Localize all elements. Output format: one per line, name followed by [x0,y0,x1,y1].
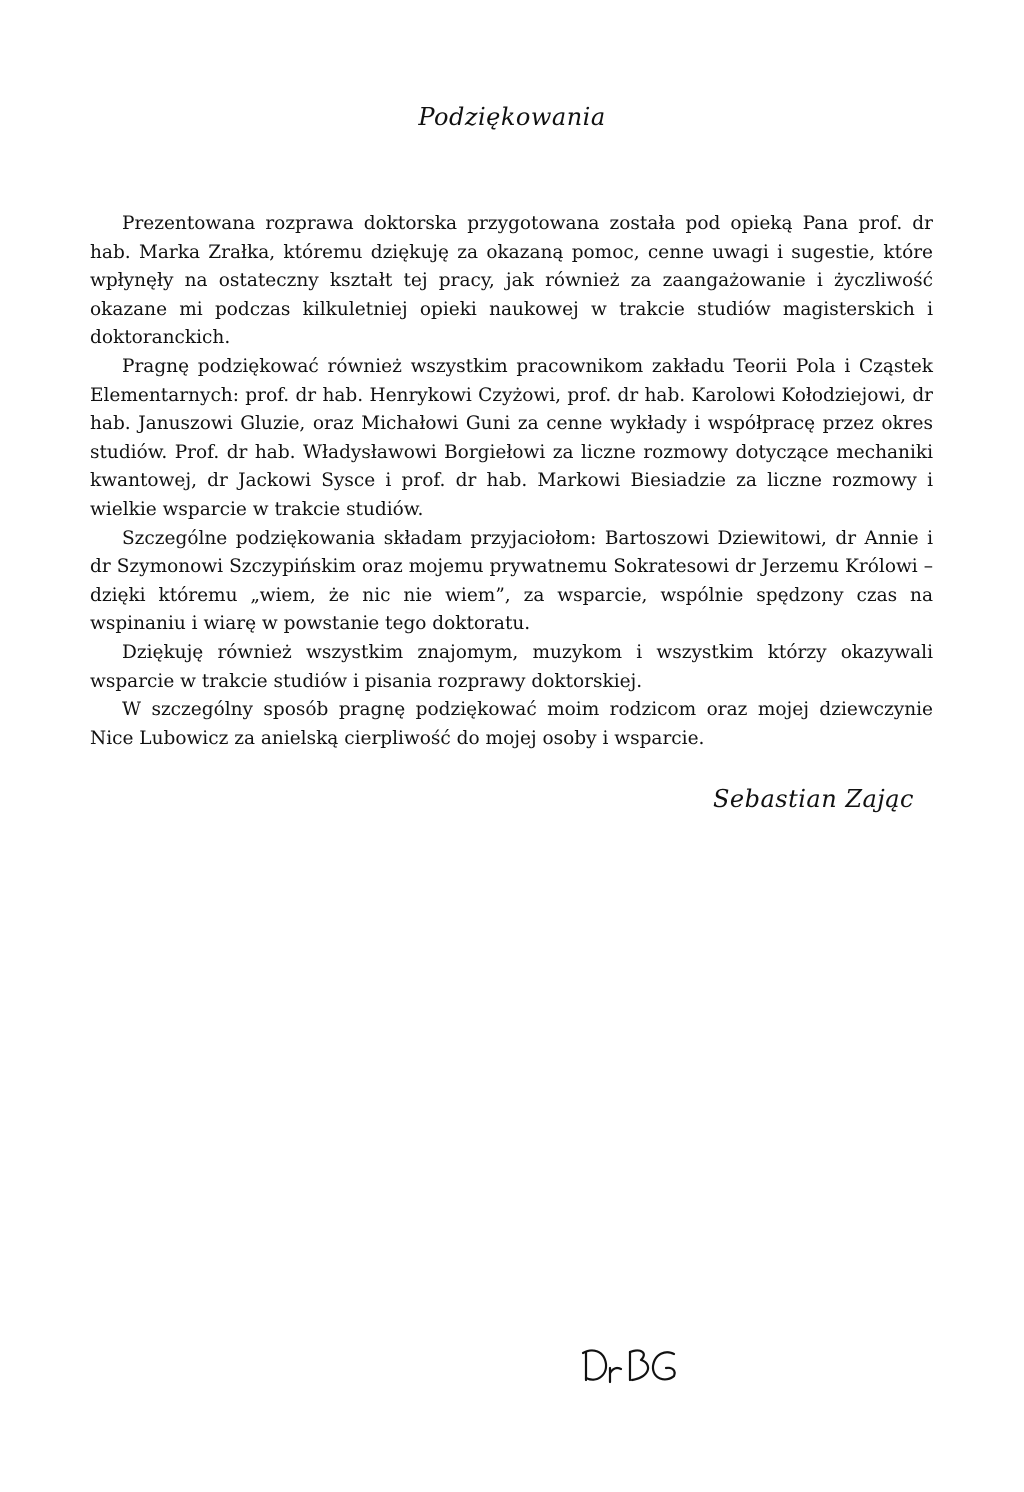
paragraph-family: W szczególny sposób pragnę podziękować moim rodzicom oraz mojej dziewczynie Nice Lubowicz za anielską cierpliwość do mojej osoby i wsparcie. [90,699,933,749]
acknowledgements-body [90,210,933,753]
paragraph-supervisor: Prezentowana rozprawa doktorska przygotowana została pod opieką Pana prof. dr hab. Marka Zrałka, któremu dziękuję za okazaną pomoc, cenne uwagi i sugestie, które wpłynęły na ostateczny kształt tej pracy, jak również za zaangażowanie i życzliwość okazane mi podczas kilkuletniej opieki naukowej w trakcie studiów magisterskich i doktoranckich. [90,213,933,349]
paragraph-friends: Szczególne podziękowania składam przyjaciołom: Bartoszowi Dziewitowi, dr Annie i dr Szymonowi Szczypińskim oraz mojemu prywatnemu Sokratesowi dr Jerzemu Królowi – dzięki któremu „wiem, że nic nie wiem”, za wsparcie, wspólnie spędzony czas na wspinaniu i wiarę w powstanie tego doktoratu. [90,527,933,635]
paragraph-acquaintances: Dziękuję również wszystkim znajomym, muzykom i wszystkim którzy okazywali wsparcie w trakcie studiów i pisania rozprawy doktorskiej. [90,641,933,692]
author-signature: Sebastian Zając [712,785,914,813]
page-title: Podziękowania [418,103,606,131]
paragraph-department-staff: Pragnę podziękować również wszystkim pracownikom zakładu Teorii Pola i Cząstek Elementarnych: prof. dr hab. Henrykowi Czyżowi, prof. dr hab. Karolowi Kołodziejowi, dr hab. Januszowi Gluzie, oraz Michałowi Guni za cenne wykłady i współpracę przez okres studiów. Prof. dr hab. Władysławowi Borgiełowi za liczne rozmowy dotyczące mechaniki kwantowej, dr Jackowi Sysce i prof. dr hab. Markowi Biesiadzie za liczne rozmowy i wielkie wsparcie w trakcie studiów. [90,355,933,520]
handwritten-initials-mark [578,1340,682,1388]
